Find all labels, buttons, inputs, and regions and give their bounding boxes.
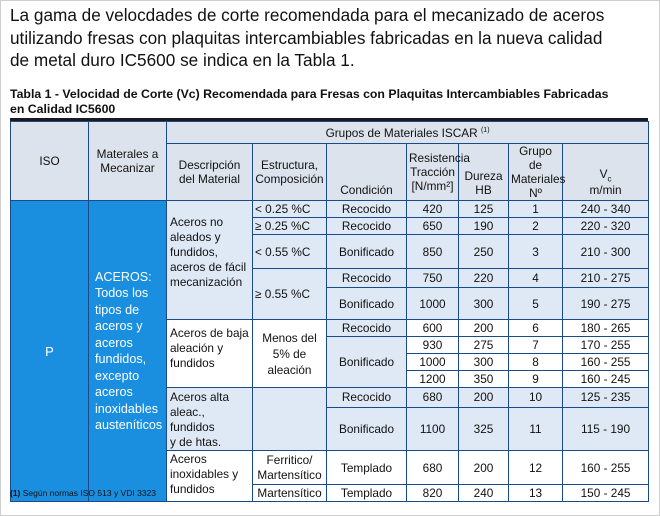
structure-cell: < 0.25 %C: [253, 201, 327, 218]
vc-cell: 160 - 255: [563, 451, 649, 485]
vc-cell: 125 - 235: [563, 388, 649, 408]
cutting-speed-table: [10, 121, 649, 502]
intro-line: de metal duro IC5600 se indica en la Tabla 1.: [10, 50, 355, 70]
desc-low-alloy: Aceros de baja aleación y fundidos: [167, 320, 253, 388]
footnote: (1) Según normas ISO 513 y VDI 3323: [10, 488, 156, 498]
resistance-cell: 420: [407, 201, 459, 218]
vc-cell: 190 - 275: [563, 288, 649, 320]
resistance-cell: 680: [407, 451, 459, 485]
hardness-cell: 220: [459, 269, 509, 288]
resistance-cell: 1000: [407, 354, 459, 371]
structure-cell: Martensítico: [253, 485, 327, 502]
condition-cell: Templado: [327, 485, 407, 502]
structure-cell: Ferritico/ Martensítico: [253, 451, 327, 485]
hardness-cell: 350: [459, 371, 509, 388]
structure-cell: ≥ 0.55 %C: [253, 269, 327, 320]
condition-cell: Bonificado: [327, 235, 407, 269]
resistance-cell: 1000: [407, 288, 459, 320]
structure-cell: ≥ 0.25 %C: [253, 218, 327, 235]
hardness-cell: 275: [459, 337, 509, 354]
desc-stainless: Aceros inoxidables y fundidos: [167, 451, 253, 502]
group-no-cell: 1: [509, 201, 563, 218]
hardness-cell: 200: [459, 451, 509, 485]
condition-cell: Recocido: [327, 269, 407, 288]
intro-line: utilizando fresas con plaquitas intercambiables fabricadas en la nueva calidad: [10, 27, 603, 48]
group-no-cell: 10: [509, 388, 563, 408]
vc-cell: 115 - 190: [563, 407, 649, 450]
group-no-cell: 12: [509, 451, 563, 485]
group-no-cell: 9: [509, 371, 563, 388]
resistance-cell: 750: [407, 269, 459, 288]
condition-cell: Recocido: [327, 218, 407, 235]
material-description: ACEROS: Todos los tipos de aceros y aceros fundidos, excepto aceros inoxidables austeníticos: [89, 201, 167, 502]
resistance-cell: 600: [407, 320, 459, 337]
desc-non-alloy: Aceros no aleados y fundidos, aceros de fácil mecanización: [167, 201, 253, 320]
header-iso: ISO: [11, 122, 89, 201]
condition-cell: Recocido: [327, 320, 407, 337]
structure-cell-empty: [253, 388, 327, 451]
header-condition: Condición: [327, 144, 407, 201]
hardness-cell: 250: [459, 235, 509, 269]
header-resistance: Resistencia Tracción [N/mm²]: [407, 144, 459, 201]
intro-line: La gama de velocdades de corte recomendada para el mecanizado de aceros: [10, 5, 605, 25]
header-structure: Estructura, Composición: [253, 144, 327, 201]
resistance-cell: 930: [407, 337, 459, 354]
vc-cell: 160 - 245: [563, 371, 649, 388]
desc-high-alloy: Aceros alta aleac., fundidos y de htas.: [167, 388, 253, 451]
vc-cell: 160 - 255: [563, 354, 649, 371]
hardness-cell: 200: [459, 388, 509, 408]
table-title-line: Tabla 1 - Velocidad de Corte (Vc) Recomendada para Fresas con Plaquitas Intercambiables Fabricadas: [10, 87, 609, 101]
hardness-cell: 190: [459, 218, 509, 235]
vc-cell: 180 - 265: [563, 320, 649, 337]
resistance-cell: 1200: [407, 371, 459, 388]
condition-cell: Bonificado: [327, 337, 407, 388]
condition-cell: Bonificado: [327, 288, 407, 320]
vc-cell: 210 - 300: [563, 235, 649, 269]
group-no-cell: 13: [509, 485, 563, 502]
resistance-cell: 1100: [407, 407, 459, 450]
table-title: [10, 87, 650, 117]
iso-group-p: P: [11, 201, 89, 502]
group-no-cell: 7: [509, 337, 563, 354]
hardness-cell: 200: [459, 320, 509, 337]
table-title-line: en Calidad IC5600: [10, 102, 116, 116]
group-no-cell: 3: [509, 235, 563, 269]
group-no-cell: 6: [509, 320, 563, 337]
resistance-cell: 850: [407, 235, 459, 269]
structure-cell: < 0.55 %C: [253, 235, 327, 269]
resistance-cell: 680: [407, 388, 459, 408]
condition-cell: Recocido: [327, 201, 407, 218]
hardness-cell: 300: [459, 288, 509, 320]
vc-cell: 170 - 255: [563, 337, 649, 354]
header-vc: $V_c$ m/min: [563, 144, 649, 201]
group-no-cell: 4: [509, 269, 563, 288]
group-no-cell: 11: [509, 407, 563, 450]
intro-paragraph: [10, 4, 650, 72]
condition-cell: Recocido: [327, 388, 407, 408]
resistance-cell: 650: [407, 218, 459, 235]
header-group-no: Grupo de Materiales Nº: [509, 144, 563, 201]
vc-cell: 240 - 340: [563, 201, 649, 218]
condition-cell: Bonificado: [327, 407, 407, 450]
hardness-cell: 300: [459, 354, 509, 371]
header-description: Descripción del Material: [167, 144, 253, 201]
hardness-cell: 325: [459, 407, 509, 450]
group-no-cell: 5: [509, 288, 563, 320]
header-materials: Materales a Mecanizar: [89, 122, 167, 201]
condition-cell: Templado: [327, 451, 407, 485]
header-hardness: Dureza HB: [459, 144, 509, 201]
hardness-cell: 125: [459, 201, 509, 218]
resistance-cell: 820: [407, 485, 459, 502]
vc-cell: 150 - 245: [563, 485, 649, 502]
vc-cell: 220 - 320: [563, 218, 649, 235]
header-group: Grupos de Materiales ISCAR $^{(1)}$: [167, 122, 649, 144]
vc-cell: 210 - 275: [563, 269, 649, 288]
group-no-cell: 8: [509, 354, 563, 371]
hardness-cell: 240: [459, 485, 509, 502]
structure-cell: Menos del 5% de aleación: [253, 320, 327, 388]
group-no-cell: 2: [509, 218, 563, 235]
